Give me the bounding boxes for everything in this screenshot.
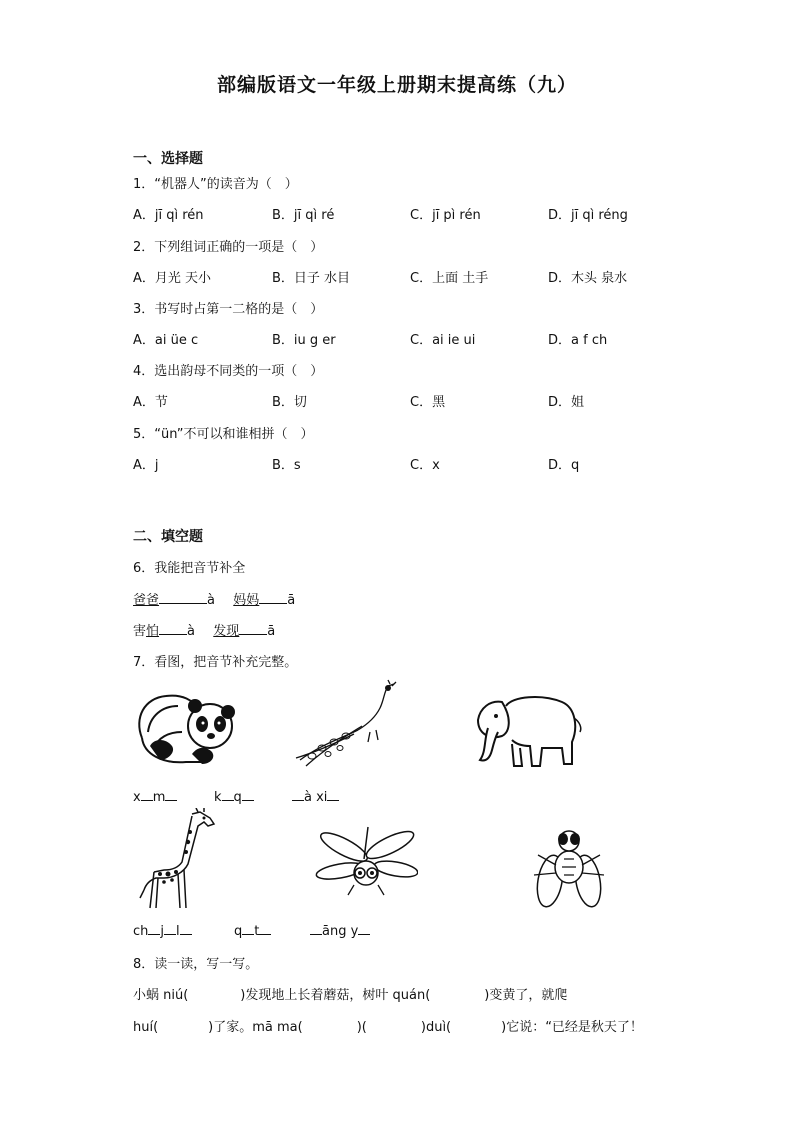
q2-option-c[interactable]: C．上面 土手	[410, 271, 489, 286]
q3-option-d[interactable]: D．a f ch	[548, 333, 608, 348]
panda-image	[132, 688, 238, 768]
blank-input[interactable]	[239, 622, 267, 635]
syllable-part: j	[160, 924, 165, 939]
q5-option-b[interactable]: B．s	[272, 458, 301, 473]
q7-row1-item3	[292, 788, 339, 805]
question-8: 8．读一读，写一写。	[133, 957, 259, 972]
q8-text: huí(	[133, 1020, 159, 1035]
word-baba: 爸爸	[133, 593, 160, 608]
blank-input[interactable]	[358, 922, 370, 935]
question-7: 7．看图，把音节补充完整。	[133, 655, 298, 670]
q4-option-d[interactable]: D．姐	[548, 395, 585, 410]
blank-input[interactable]	[180, 922, 192, 935]
q7-row2-item3	[310, 922, 370, 939]
q1-option-c[interactable]: C．jī pì rén	[410, 208, 481, 223]
syllable-part: āng y	[322, 924, 359, 939]
dragonfly-image	[314, 823, 418, 905]
question-4: 4．选出韵母不同类的一项（ ）	[133, 364, 324, 379]
syllable-part: q	[234, 924, 243, 939]
syllable-part: x	[133, 790, 141, 805]
question-6: 6．我能把音节补全	[133, 561, 246, 576]
q8-text: )变黄了，就爬	[484, 988, 568, 1003]
syllable-part: ch	[133, 924, 149, 939]
tone-hint: ā	[267, 624, 276, 639]
syllable-part: t	[254, 924, 260, 939]
q2-option-b[interactable]: B．日子 水目	[272, 271, 351, 286]
q7-row2-item2	[234, 922, 271, 939]
q5-option-d[interactable]: D．q	[548, 458, 580, 473]
blank-input[interactable]	[159, 591, 207, 604]
q8-text: )它说：“已经是秋天了！	[501, 1020, 643, 1035]
elephant-image	[472, 688, 584, 774]
blank-input[interactable]	[242, 922, 254, 935]
q7-row1-item1	[133, 788, 177, 805]
syllable-part: k	[214, 790, 222, 805]
word-mama: 妈妈	[233, 593, 260, 608]
q4-option-c[interactable]: C．黑	[410, 395, 446, 410]
syllable-part: m	[152, 790, 166, 805]
blank-input[interactable]	[164, 922, 176, 935]
syllable-part: l	[176, 924, 180, 939]
tone-hint: ā	[287, 593, 296, 608]
blank-input[interactable]	[242, 788, 254, 801]
q5-option-c[interactable]: C．x	[410, 458, 440, 473]
q3-option-c[interactable]: C．ai ie ui	[410, 333, 476, 348]
q1-option-a[interactable]: A．jī qì rén	[133, 208, 204, 223]
blank-input[interactable]	[165, 788, 177, 801]
q2-option-a[interactable]: A．月光 天小	[133, 271, 212, 286]
syllable-part: à xi	[304, 790, 328, 805]
q4-option-b[interactable]: B．切	[272, 395, 307, 410]
question-5: 5．“ün”不可以和谁相拼（ ）	[133, 427, 314, 442]
syllable-part: q	[233, 790, 242, 805]
q8-text: )发现地上长着蘑菇，树叶 quán(	[240, 988, 431, 1003]
fly-image	[528, 825, 610, 915]
tone-hint: à	[207, 593, 215, 608]
word-haipa-part2: 怕	[146, 624, 160, 639]
blank-input[interactable]	[292, 788, 304, 801]
blank-input[interactable]	[222, 788, 234, 801]
blank-input[interactable]	[327, 788, 339, 801]
blank-input[interactable]	[148, 922, 160, 935]
question-1: 1．“机器人”的读音为（ ）	[133, 177, 298, 192]
q1-option-d[interactable]: D．jī qì réng	[548, 208, 628, 223]
q8-line-2	[133, 1016, 643, 1035]
blank-input[interactable]	[259, 591, 287, 604]
q8-line-1	[133, 984, 567, 1003]
page-title: 部编版语文一年级上册期末提高练（九）	[216, 74, 577, 96]
question-2: 2．下列组词正确的一项是（ ）	[133, 240, 324, 255]
q2-option-d[interactable]: D．木头 泉水	[548, 271, 628, 286]
question-3: 3．书写时占第一二格的是（ ）	[133, 302, 324, 317]
q3-option-a[interactable]: A．ai üe c	[133, 333, 199, 348]
q8-text: 小蜗 niú(	[133, 988, 189, 1003]
blank-input[interactable]	[141, 788, 153, 801]
section-heading-fill: 二、填空题	[133, 529, 203, 545]
blank-input[interactable]	[259, 922, 271, 935]
blank-input[interactable]	[159, 622, 187, 635]
q8-text: )了家。mā ma(	[208, 1020, 303, 1035]
q7-row2-item1	[133, 922, 192, 939]
section-heading-choice: 一、选择题	[133, 151, 203, 167]
q7-row1-item2	[214, 788, 254, 805]
q8-text: )duì(	[420, 1020, 452, 1035]
blank-input[interactable]	[310, 922, 322, 935]
q6-line-1	[133, 589, 295, 608]
word-haipa-part1: 害	[133, 624, 147, 639]
word-faxian: 发现	[213, 624, 240, 639]
tone-hint: à	[187, 624, 195, 639]
q1-option-b[interactable]: B．jī qì ré	[272, 208, 335, 223]
peacock-image	[292, 678, 402, 770]
giraffe-image	[134, 808, 218, 914]
q5-option-a[interactable]: A．j	[133, 458, 159, 473]
q4-option-a[interactable]: A．节	[133, 395, 168, 410]
q6-line-2	[133, 620, 275, 639]
q8-text: )(	[356, 1020, 367, 1035]
q3-option-b[interactable]: B．iu g er	[272, 333, 336, 348]
